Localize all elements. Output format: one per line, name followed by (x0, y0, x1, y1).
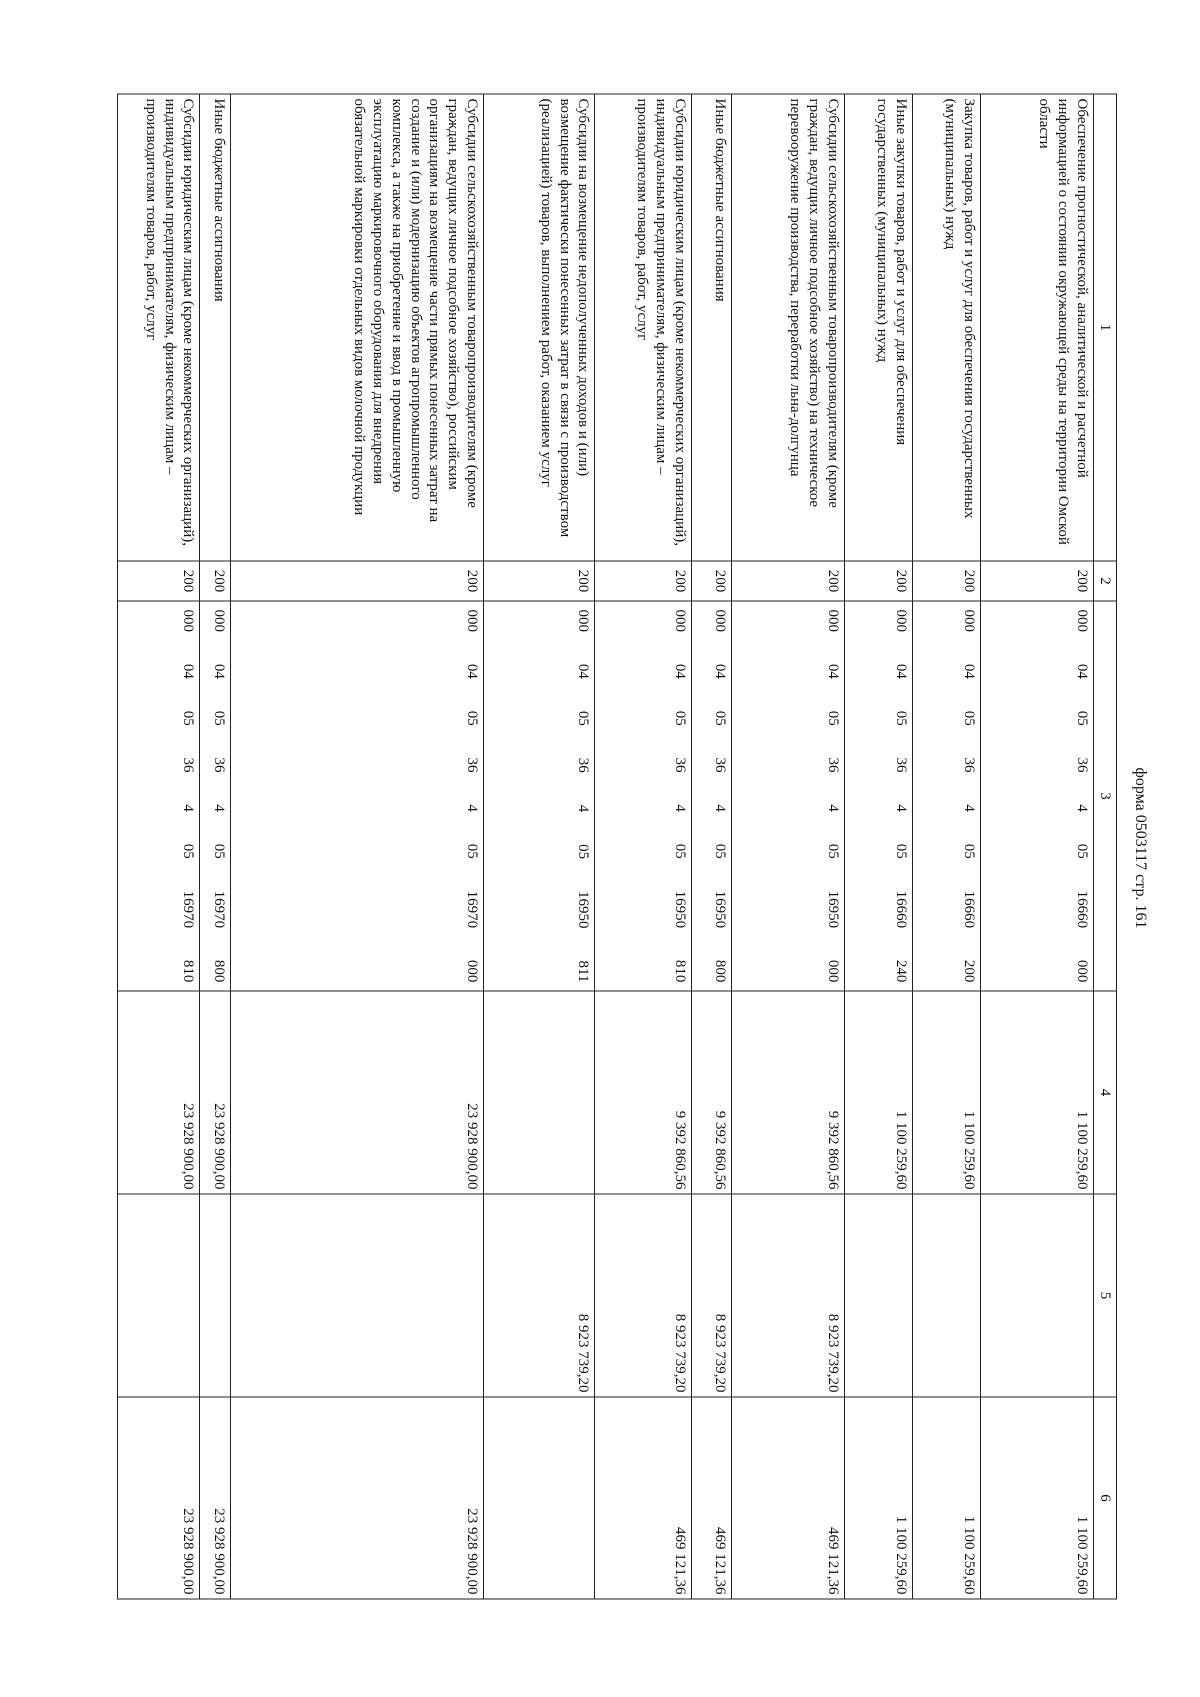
row-budget-code-cell (981, 601, 1094, 991)
row-line-code-cell: 200 (118, 561, 200, 601)
row-line-code-cell: 200 (731, 561, 844, 601)
table-container (117, 94, 1117, 1599)
row-col5-cell: 8 923 739,20 (595, 1194, 691, 1397)
row-col6-cell: 469 121,36 (731, 1397, 844, 1599)
row-col4-cell: 23 928 900,00 (200, 991, 231, 1194)
row-col6-cell: 1 100 259,60 (912, 1397, 980, 1599)
budget-code-part: 000 (1074, 609, 1090, 632)
budget-code-part: 05 (711, 843, 728, 859)
row-col5-cell (981, 1194, 1094, 1397)
budget-code-part: 36 (463, 757, 480, 773)
budget-code (179, 606, 198, 987)
row-col5-cell: 8 923 739,20 (731, 1194, 844, 1397)
row-col4-cell: 9 392 860,56 (595, 991, 691, 1194)
row-col6-cell: 1 100 259,60 (844, 1397, 912, 1599)
row-line-code-cell: 200 (844, 561, 912, 601)
budget-code (209, 606, 228, 987)
budget-code-part: 000 (463, 609, 480, 632)
budget-code-part: 000 (711, 609, 728, 632)
budget-code-part: 16660 (961, 890, 978, 929)
table-row (912, 94, 980, 1599)
budget-code-part: 05 (180, 843, 197, 859)
row-name-cell: Субсидии на возмещение недополученных доходов и (или) возмещение фактически понесенных затрат в связи с производством (реализацией) товаров, выполнением работ, оказанием услуг (483, 94, 595, 561)
budget-code-part: 16660 (892, 890, 909, 929)
budget-code-part: 05 (180, 710, 197, 726)
budget-code-part: 05 (1074, 843, 1090, 859)
table-row (483, 94, 595, 1599)
row-col6-cell (483, 1397, 595, 1599)
row-line-code-cell: 200 (230, 561, 483, 601)
row-col4-cell: 1 100 259,60 (844, 991, 912, 1194)
row-budget-code-cell (118, 601, 200, 991)
budget-code-part: 05 (463, 843, 480, 859)
row-col4-cell: 23 928 900,00 (230, 991, 483, 1194)
budget-code-part: 36 (210, 757, 227, 773)
budget-code-part: 4 (180, 804, 197, 812)
row-name-cell: Обеспечение прогностической, аналитической и расчетной информацией о состоянии окружающей среды на территории Омской области (981, 94, 1094, 561)
budget-code-part: 16970 (463, 890, 480, 929)
row-col6-cell: 1 100 259,60 (981, 1397, 1094, 1599)
budget-code-part: 36 (824, 757, 841, 773)
row-col6-cell: 23 928 900,00 (200, 1397, 231, 1599)
row-col5-cell (230, 1194, 483, 1397)
row-name-cell: Иные бюджетные ассигнования (200, 94, 231, 561)
row-name-cell: Субсидии юридическим лицам (кроме некоммерческих организаций), индивидуальным предпринимателям, физическим лицам – производителям товаров, работ, услуг (595, 94, 691, 561)
row-name-cell: Субсидии сельскохозяйственным товаропроизводителям (кроме граждан, ведущих личное подсобное хозяйство), российским организациям на возмещение части прямых понесенных затрат на создание и (или) модернизацию объектов агропромышленного комплекса, а также на приобретение и ввод в промышленную эксплуатацию маркировочного оборудования для внедрения обязательной маркировки отдельных видов молочной продукции (230, 94, 483, 561)
budget-code (891, 606, 910, 987)
row-col5-cell: 8 923 739,20 (691, 1194, 731, 1397)
budget-code-part: 05 (671, 710, 688, 726)
budget-code-part: 05 (575, 844, 592, 860)
budget-code (462, 606, 481, 987)
budget-code-part: 05 (671, 843, 688, 859)
budget-code-part: 000 (1074, 959, 1090, 983)
budget-code-part: 16950 (824, 890, 841, 929)
budget-code (670, 606, 689, 987)
budget-code-part: 000 (575, 609, 592, 632)
budget-code (823, 606, 842, 987)
budget-code-part: 000 (892, 609, 909, 632)
row-budget-code-cell (595, 601, 691, 991)
budget-code-part: 4 (671, 804, 688, 812)
row-col4-cell (483, 991, 595, 1194)
budget-code-part: 05 (1074, 710, 1090, 726)
budget-code-part: 4 (961, 804, 978, 812)
budget-code-part: 36 (671, 757, 688, 773)
page-header: форма 0503117 стр. 161 (1132, 767, 1149, 929)
budget-code-part: 04 (824, 663, 841, 679)
row-col4-cell: 1 100 259,60 (912, 991, 980, 1194)
budget-code-part: 000 (463, 959, 480, 983)
budget-code-part: 200 (961, 959, 978, 983)
budget-code-part: 05 (711, 710, 728, 726)
header-row (1094, 94, 1117, 1599)
budget-code-part: 16950 (671, 890, 688, 929)
row-budget-code-cell (691, 601, 731, 991)
row-col5-cell (912, 1194, 980, 1397)
budget-code-part: 05 (961, 710, 978, 726)
row-col4-cell: 9 392 860,56 (731, 991, 844, 1194)
table-row (731, 94, 844, 1599)
row-col5-cell (200, 1194, 231, 1397)
budget-code-part: 810 (180, 959, 197, 983)
budget-code-part: 05 (824, 843, 841, 859)
budget-code-part: 811 (575, 960, 592, 983)
column-header: 1 (1094, 94, 1117, 561)
row-line-code-cell: 200 (912, 561, 980, 601)
column-header: 6 (1094, 1397, 1117, 1599)
table-row (981, 94, 1094, 1599)
row-budget-code-cell (230, 601, 483, 991)
budget-code-part: 04 (210, 663, 227, 679)
row-budget-code-cell (200, 601, 231, 991)
budget-code-part: 4 (892, 804, 909, 812)
row-name-cell: Субсидии сельскохозяйственным товаропроизводителям (кроме граждан, ведущих личное подсобное хозяйство) на техническое перевооружение производства, переработки льна-долгунца (731, 94, 844, 561)
budget-code-part: 36 (711, 757, 728, 773)
column-header: 4 (1094, 991, 1117, 1194)
budget-code-part: 4 (824, 804, 841, 812)
budget-code-part: 04 (463, 663, 480, 679)
row-budget-code-cell (483, 601, 595, 991)
table-row (844, 94, 912, 1599)
budget-code (959, 606, 978, 987)
budget-code (574, 606, 593, 987)
budget-code-part: 240 (892, 959, 909, 983)
budget-code-part: 16970 (180, 890, 197, 929)
row-budget-code-cell (844, 601, 912, 991)
table-row (691, 94, 731, 1599)
column-header: 5 (1094, 1194, 1117, 1397)
budget-code-part: 000 (180, 609, 197, 632)
budget-code-part: 000 (824, 609, 841, 632)
row-col4-cell: 9 392 860,56 (691, 991, 731, 1194)
row-col6-cell: 469 121,36 (595, 1397, 691, 1599)
budget-code-part: 16950 (575, 891, 592, 929)
budget-code-part: 05 (824, 710, 841, 726)
row-line-code-cell: 200 (200, 561, 231, 601)
row-col6-cell: 23 928 900,00 (230, 1397, 483, 1599)
row-line-code-cell: 200 (483, 561, 595, 601)
row-col6-cell: 469 121,36 (691, 1397, 731, 1599)
budget-code-part: 000 (824, 959, 841, 983)
table-row (230, 94, 483, 1599)
row-budget-code-cell (912, 601, 980, 991)
column-header: 3 (1094, 601, 1117, 991)
budget-table (117, 94, 1117, 1600)
budget-code-part: 36 (892, 757, 909, 773)
budget-code-part: 800 (210, 959, 227, 983)
budget-code-part: 04 (961, 663, 978, 679)
table-row (595, 94, 691, 1599)
row-line-code-cell: 200 (981, 561, 1094, 601)
table-row (200, 94, 231, 1599)
row-name-cell: Закупка товаров, работ и услуг для обеспечения государственных (муниципальных) нужд (912, 94, 980, 561)
budget-code-part: 04 (892, 663, 909, 679)
budget-code-part: 05 (892, 710, 909, 726)
budget-code-part: 04 (711, 663, 728, 679)
budget-code-part: 36 (575, 757, 592, 773)
row-line-code-cell: 200 (691, 561, 731, 601)
budget-code-part: 800 (711, 959, 728, 983)
budget-code-part: 05 (892, 843, 909, 859)
budget-code-part: 4 (1074, 804, 1090, 812)
budget-code-part: 05 (575, 710, 592, 726)
row-budget-code-cell (731, 601, 844, 991)
budget-code-part: 000 (961, 609, 978, 632)
budget-code-part: 810 (671, 959, 688, 983)
table-row (118, 94, 200, 1599)
budget-code-part: 36 (1074, 757, 1090, 773)
budget-code-part: 05 (961, 843, 978, 859)
budget-code-part: 16950 (711, 890, 728, 929)
row-name-cell: Иные закупки товаров, работ и услуг для обеспечения государственных (муниципальных) нужд (844, 94, 912, 561)
budget-code-part: 000 (210, 609, 227, 632)
budget-code (710, 606, 729, 987)
budget-code-part: 05 (463, 710, 480, 726)
budget-code-part: 36 (180, 757, 197, 773)
row-col5-cell (844, 1194, 912, 1397)
budget-code-part: 04 (671, 663, 688, 679)
budget-code (1072, 606, 1091, 987)
budget-code-part: 04 (180, 663, 197, 679)
row-name-cell: Субсидии юридическим лицам (кроме некоммерческих организаций), индивидуальным предпринимателям, физическим лицам – производителям товаров, работ, услуг (118, 94, 200, 561)
column-header: 2 (1094, 561, 1117, 601)
row-col5-cell: 8 923 739,20 (483, 1194, 595, 1397)
row-col4-cell: 1 100 259,60 (981, 991, 1094, 1194)
row-col5-cell (118, 1194, 200, 1397)
budget-code-part: 4 (463, 804, 480, 812)
row-col6-cell: 23 928 900,00 (118, 1397, 200, 1599)
budget-code-part: 05 (210, 710, 227, 726)
row-col4-cell: 23 928 900,00 (118, 991, 200, 1194)
budget-code-part: 4 (575, 804, 592, 813)
budget-code-part: 4 (711, 804, 728, 812)
budget-code-part: 000 (671, 609, 688, 632)
budget-code-part: 16660 (1074, 890, 1090, 929)
budget-code-part: 4 (210, 804, 227, 812)
budget-code-part: 36 (961, 757, 978, 773)
budget-code-part: 16970 (210, 890, 227, 929)
budget-code-part: 04 (1074, 663, 1090, 679)
row-line-code-cell: 200 (595, 561, 691, 601)
row-name-cell: Иные бюджетные ассигнования (691, 94, 731, 561)
budget-code-part: 04 (575, 663, 592, 679)
budget-code-part: 05 (210, 843, 227, 859)
